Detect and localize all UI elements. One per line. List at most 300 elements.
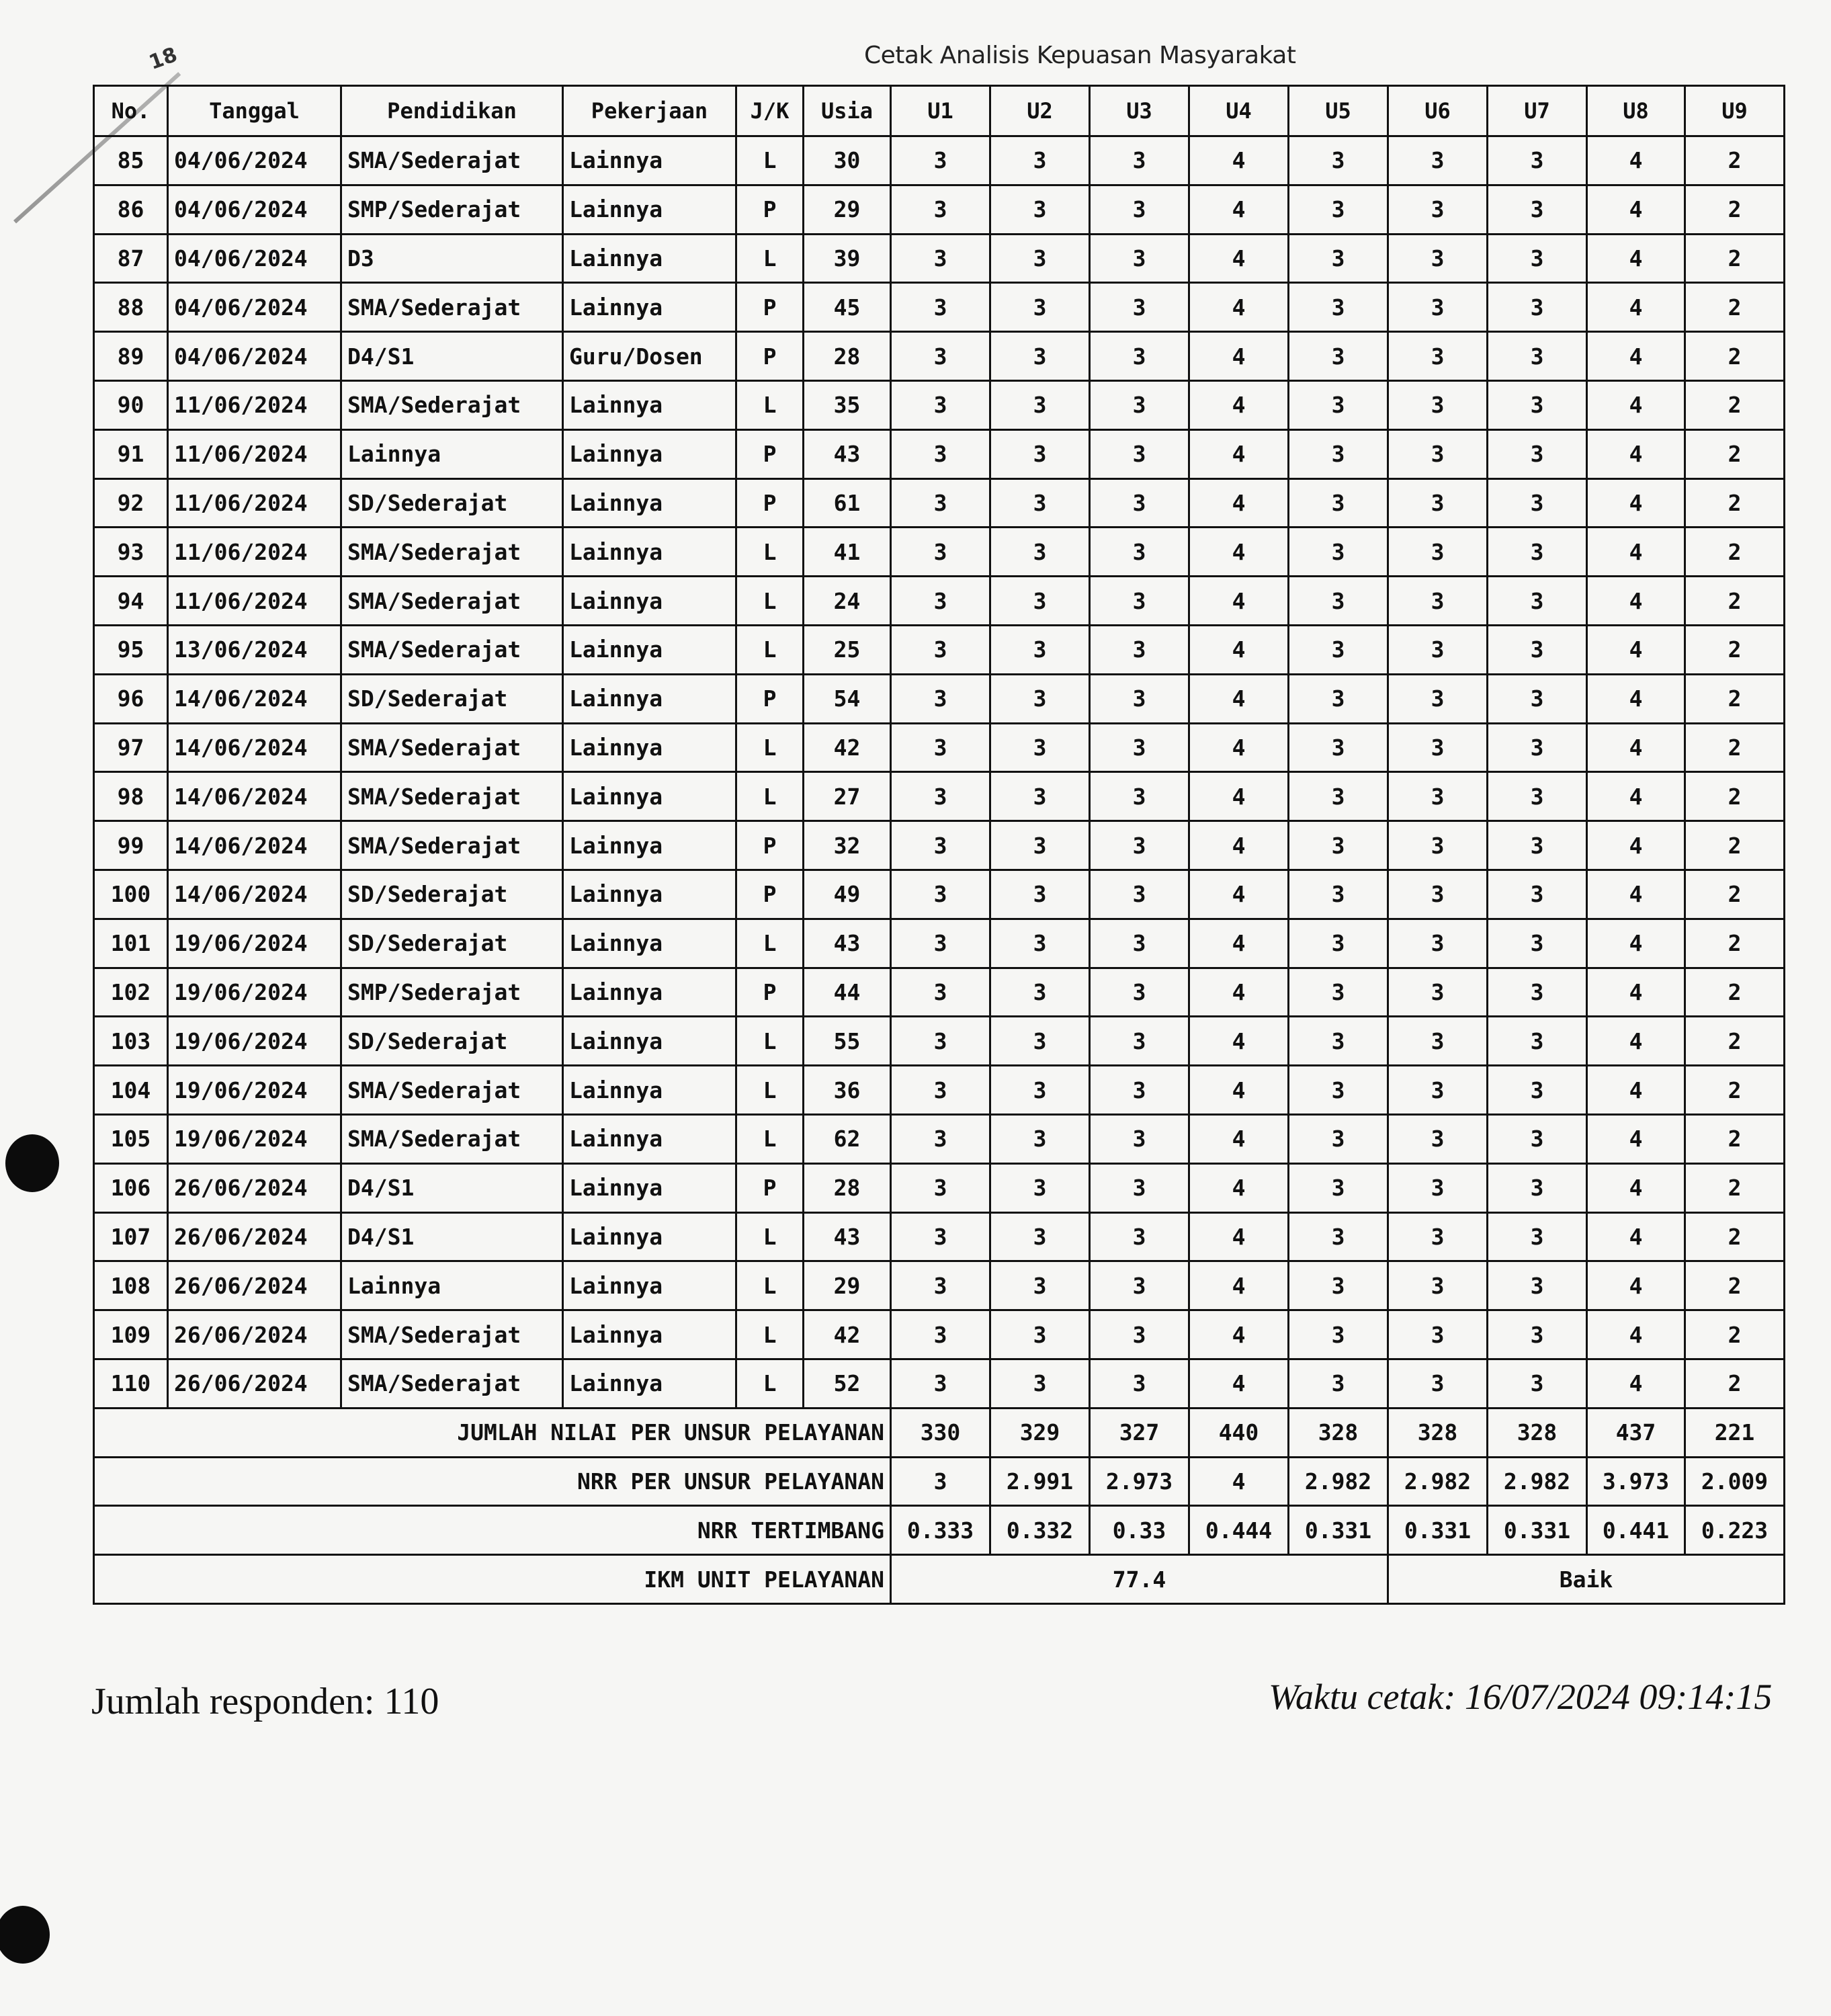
- cell-pekerjaan: Lainnya: [563, 968, 736, 1017]
- cell-u5: 3: [1289, 1114, 1388, 1163]
- cell-pekerjaan: Lainnya: [563, 870, 736, 919]
- cell-tanggal: 11/06/2024: [168, 577, 341, 626]
- cell-u6: 3: [1388, 136, 1488, 185]
- cell-no: 99: [94, 821, 168, 870]
- cell-u9: 2: [1685, 1310, 1785, 1359]
- cell-u6: 3: [1388, 772, 1488, 821]
- table-row: [94, 577, 1785, 626]
- summary-label: NRR PER UNSUR PELAYANAN: [94, 1457, 891, 1506]
- cell-u3: 3: [1090, 332, 1189, 381]
- cell-usia: 44: [804, 968, 891, 1017]
- cell-u9: 2: [1685, 577, 1785, 626]
- summary-row-jumlah: [94, 1408, 1785, 1457]
- cell-u4: 4: [1189, 968, 1289, 1017]
- cell-u5: 3: [1289, 772, 1388, 821]
- cell-u2: 3: [990, 1310, 1090, 1359]
- cell-u7: 3: [1488, 1212, 1587, 1261]
- cell-u3: 3: [1090, 1163, 1189, 1212]
- cell-u9: 2: [1685, 185, 1785, 234]
- cell-u6: 3: [1388, 1310, 1488, 1359]
- cell-u9: 2: [1685, 1359, 1785, 1408]
- summary-value: 329: [990, 1408, 1090, 1457]
- cell-u1: 3: [891, 185, 990, 234]
- table-row: [94, 723, 1785, 772]
- cell-no: 86: [94, 185, 168, 234]
- summary-row-nrr-tertimbang: [94, 1506, 1785, 1555]
- cell-tanggal: 26/06/2024: [168, 1310, 341, 1359]
- cell-u2: 3: [990, 577, 1090, 626]
- cell-u7: 3: [1488, 625, 1587, 674]
- cell-no: 104: [94, 1066, 168, 1115]
- summary-value: 0.33: [1090, 1506, 1189, 1555]
- cell-u5: 3: [1289, 968, 1388, 1017]
- summary-value: 0.331: [1488, 1506, 1587, 1555]
- col-header-u2: U2: [990, 86, 1090, 136]
- table-row: [94, 821, 1785, 870]
- cell-usia: 39: [804, 234, 891, 283]
- cell-tanggal: 13/06/2024: [168, 625, 341, 674]
- cell-u3: 3: [1090, 968, 1189, 1017]
- cell-u4: 4: [1189, 136, 1289, 185]
- cell-u1: 3: [891, 1212, 990, 1261]
- cell-jk: L: [736, 234, 804, 283]
- punch-hole: [5, 1134, 59, 1192]
- table-row: [94, 1114, 1785, 1163]
- cell-u4: 4: [1189, 1114, 1289, 1163]
- cell-u8: 4: [1587, 1066, 1685, 1115]
- cell-u3: 3: [1090, 870, 1189, 919]
- table-row: [94, 968, 1785, 1017]
- cell-u3: 3: [1090, 1310, 1189, 1359]
- table-row: [94, 1359, 1785, 1408]
- cell-pekerjaan: Lainnya: [563, 380, 736, 429]
- cell-u6: 3: [1388, 919, 1488, 968]
- cell-pekerjaan: Lainnya: [563, 478, 736, 528]
- table-row: [94, 528, 1785, 577]
- cell-u3: 3: [1090, 625, 1189, 674]
- cell-u6: 3: [1388, 577, 1488, 626]
- cell-u8: 4: [1587, 723, 1685, 772]
- cell-u7: 3: [1488, 674, 1587, 723]
- cell-tanggal: 19/06/2024: [168, 1066, 341, 1115]
- cell-pendidikan: SMA/Sederajat: [341, 380, 563, 429]
- col-header-u9: U9: [1685, 86, 1785, 136]
- cell-u5: 3: [1289, 1163, 1388, 1212]
- cell-pendidikan: D4/S1: [341, 332, 563, 381]
- cell-u3: 3: [1090, 380, 1189, 429]
- cell-no: 88: [94, 283, 168, 332]
- col-header-usia: Usia: [804, 86, 891, 136]
- cell-u1: 3: [891, 380, 990, 429]
- cell-u2: 3: [990, 1066, 1090, 1115]
- cell-u7: 3: [1488, 1261, 1587, 1310]
- cell-usia: 25: [804, 625, 891, 674]
- table-row: [94, 1066, 1785, 1115]
- cell-usia: 41: [804, 528, 891, 577]
- cell-u5: 3: [1289, 821, 1388, 870]
- cell-u6: 3: [1388, 429, 1488, 478]
- cell-u8: 4: [1587, 1310, 1685, 1359]
- cell-pendidikan: SMA/Sederajat: [341, 577, 563, 626]
- cell-usia: 24: [804, 577, 891, 626]
- cell-no: 91: [94, 429, 168, 478]
- cell-u4: 4: [1189, 625, 1289, 674]
- cell-u2: 3: [990, 821, 1090, 870]
- page-number: 18: [146, 42, 181, 75]
- cell-u5: 3: [1289, 1212, 1388, 1261]
- cell-u8: 4: [1587, 674, 1685, 723]
- cell-u2: 3: [990, 1017, 1090, 1066]
- cell-usia: 45: [804, 283, 891, 332]
- cell-jk: L: [736, 380, 804, 429]
- cell-tanggal: 14/06/2024: [168, 870, 341, 919]
- cell-no: 87: [94, 234, 168, 283]
- col-header-jk: J/K: [736, 86, 804, 136]
- cell-u3: 3: [1090, 723, 1189, 772]
- cell-tanggal: 04/06/2024: [168, 185, 341, 234]
- cell-u5: 3: [1289, 478, 1388, 528]
- cell-usia: 55: [804, 1017, 891, 1066]
- cell-u5: 3: [1289, 185, 1388, 234]
- summary-value: 2.009: [1685, 1457, 1785, 1506]
- cell-u3: 3: [1090, 674, 1189, 723]
- cell-u5: 3: [1289, 136, 1388, 185]
- cell-u8: 4: [1587, 1261, 1685, 1310]
- cell-tanggal: 14/06/2024: [168, 772, 341, 821]
- cell-u4: 4: [1189, 478, 1289, 528]
- col-header-u1: U1: [891, 86, 990, 136]
- cell-jk: L: [736, 919, 804, 968]
- cell-u6: 3: [1388, 723, 1488, 772]
- cell-no: 98: [94, 772, 168, 821]
- cell-u5: 3: [1289, 1310, 1388, 1359]
- cell-usia: 52: [804, 1359, 891, 1408]
- cell-usia: 28: [804, 1163, 891, 1212]
- cell-no: 93: [94, 528, 168, 577]
- summary-value: 0.333: [891, 1506, 990, 1555]
- cell-u6: 3: [1388, 528, 1488, 577]
- cell-pekerjaan: Lainnya: [563, 1114, 736, 1163]
- cell-usia: 43: [804, 919, 891, 968]
- cell-u2: 3: [990, 870, 1090, 919]
- summary-value: 328: [1488, 1408, 1587, 1457]
- cell-jk: L: [736, 723, 804, 772]
- cell-u8: 4: [1587, 968, 1685, 1017]
- cell-no: 101: [94, 919, 168, 968]
- cell-jk: P: [736, 429, 804, 478]
- cell-pekerjaan: Lainnya: [563, 429, 736, 478]
- header-row: [94, 86, 1785, 136]
- cell-jk: P: [736, 968, 804, 1017]
- cell-u1: 3: [891, 919, 990, 968]
- cell-u3: 3: [1090, 136, 1189, 185]
- table-row: [94, 1212, 1785, 1261]
- cell-u2: 3: [990, 136, 1090, 185]
- cell-no: 107: [94, 1212, 168, 1261]
- cell-u8: 4: [1587, 136, 1685, 185]
- cell-u6: 3: [1388, 283, 1488, 332]
- cell-u4: 4: [1189, 821, 1289, 870]
- cell-u4: 4: [1189, 1066, 1289, 1115]
- cell-u8: 4: [1587, 332, 1685, 381]
- cell-tanggal: 04/06/2024: [168, 136, 341, 185]
- table-row: [94, 136, 1785, 185]
- summary-value: 0.331: [1388, 1506, 1488, 1555]
- cell-u3: 3: [1090, 283, 1189, 332]
- cell-u5: 3: [1289, 674, 1388, 723]
- cell-pendidikan: D4/S1: [341, 1212, 563, 1261]
- cell-usia: 32: [804, 821, 891, 870]
- summary-value: 2.973: [1090, 1457, 1189, 1506]
- table-row: [94, 478, 1785, 528]
- cell-pekerjaan: Lainnya: [563, 1017, 736, 1066]
- cell-u8: 4: [1587, 528, 1685, 577]
- cell-usia: 27: [804, 772, 891, 821]
- cell-jk: L: [736, 1212, 804, 1261]
- cell-tanggal: 04/06/2024: [168, 283, 341, 332]
- cell-u7: 3: [1488, 380, 1587, 429]
- cell-u6: 3: [1388, 1212, 1488, 1261]
- cell-u8: 4: [1587, 283, 1685, 332]
- cell-tanggal: 11/06/2024: [168, 429, 341, 478]
- cell-jk: P: [736, 185, 804, 234]
- col-header-no: No.: [94, 86, 168, 136]
- cell-u7: 3: [1488, 577, 1587, 626]
- table-row: [94, 870, 1785, 919]
- cell-pekerjaan: Lainnya: [563, 674, 736, 723]
- cell-u5: 3: [1289, 1261, 1388, 1310]
- ikm-value: 77.4: [891, 1555, 1388, 1604]
- cell-tanggal: 19/06/2024: [168, 1017, 341, 1066]
- cell-u9: 2: [1685, 821, 1785, 870]
- cell-no: 90: [94, 380, 168, 429]
- cell-u2: 3: [990, 1359, 1090, 1408]
- cell-pendidikan: SMP/Sederajat: [341, 968, 563, 1017]
- table-row: [94, 1017, 1785, 1066]
- cell-u3: 3: [1090, 577, 1189, 626]
- cell-u1: 3: [891, 577, 990, 626]
- cell-u1: 3: [891, 332, 990, 381]
- cell-pendidikan: SMA/Sederajat: [341, 136, 563, 185]
- table-row: [94, 283, 1785, 332]
- col-header-u6: U6: [1388, 86, 1488, 136]
- cell-u1: 3: [891, 136, 990, 185]
- cell-pekerjaan: Lainnya: [563, 577, 736, 626]
- cell-u8: 4: [1587, 478, 1685, 528]
- cell-jk: P: [736, 674, 804, 723]
- summary-value: 3.973: [1587, 1457, 1685, 1506]
- cell-u4: 4: [1189, 919, 1289, 968]
- cell-u8: 4: [1587, 429, 1685, 478]
- cell-usia: 62: [804, 1114, 891, 1163]
- respondent-count: Jumlah responden: 110: [91, 1681, 439, 1722]
- cell-jk: L: [736, 1359, 804, 1408]
- cell-u3: 3: [1090, 1066, 1189, 1115]
- cell-jk: L: [736, 625, 804, 674]
- cell-jk: L: [736, 1017, 804, 1066]
- cell-u4: 4: [1189, 1310, 1289, 1359]
- cell-u6: 3: [1388, 234, 1488, 283]
- cell-u2: 3: [990, 380, 1090, 429]
- cell-usia: 43: [804, 429, 891, 478]
- cell-u3: 3: [1090, 919, 1189, 968]
- cell-u1: 3: [891, 625, 990, 674]
- cell-u7: 3: [1488, 772, 1587, 821]
- cell-jk: L: [736, 577, 804, 626]
- cell-u1: 3: [891, 1017, 990, 1066]
- cell-u6: 3: [1388, 380, 1488, 429]
- cell-u9: 2: [1685, 380, 1785, 429]
- cell-u5: 3: [1289, 723, 1388, 772]
- cell-u9: 2: [1685, 1066, 1785, 1115]
- cell-u9: 2: [1685, 625, 1785, 674]
- summary-value: 221: [1685, 1408, 1785, 1457]
- cell-u8: 4: [1587, 1017, 1685, 1066]
- cell-no: 89: [94, 332, 168, 381]
- cell-pekerjaan: Lainnya: [563, 1163, 736, 1212]
- cell-u9: 2: [1685, 772, 1785, 821]
- cell-u7: 3: [1488, 429, 1587, 478]
- cell-u4: 4: [1189, 185, 1289, 234]
- cell-pekerjaan: Lainnya: [563, 1310, 736, 1359]
- cell-u6: 3: [1388, 1163, 1488, 1212]
- cell-pendidikan: SMA/Sederajat: [341, 283, 563, 332]
- cell-u3: 3: [1090, 234, 1189, 283]
- summary-value: 328: [1388, 1408, 1488, 1457]
- cell-u6: 3: [1388, 332, 1488, 381]
- cell-u8: 4: [1587, 380, 1685, 429]
- cell-u1: 3: [891, 1359, 990, 1408]
- cell-u2: 3: [990, 234, 1090, 283]
- cell-u3: 3: [1090, 1114, 1189, 1163]
- cell-u8: 4: [1587, 185, 1685, 234]
- col-header-tanggal: Tanggal: [168, 86, 341, 136]
- cell-u4: 4: [1189, 1359, 1289, 1408]
- cell-tanggal: 14/06/2024: [168, 674, 341, 723]
- summary-value: 0.441: [1587, 1506, 1685, 1555]
- cell-jk: L: [736, 136, 804, 185]
- cell-no: 94: [94, 577, 168, 626]
- cell-no: 85: [94, 136, 168, 185]
- cell-pendidikan: SMA/Sederajat: [341, 625, 563, 674]
- cell-u8: 4: [1587, 1212, 1685, 1261]
- cell-u7: 3: [1488, 1017, 1587, 1066]
- cell-u3: 3: [1090, 821, 1189, 870]
- summary-value: 0.223: [1685, 1506, 1785, 1555]
- cell-tanggal: 19/06/2024: [168, 968, 341, 1017]
- table-row: [94, 919, 1785, 968]
- table-body: [94, 136, 1785, 1409]
- col-header-u8: U8: [1587, 86, 1685, 136]
- cell-usia: 61: [804, 478, 891, 528]
- cell-u8: 4: [1587, 1114, 1685, 1163]
- cell-pekerjaan: Lainnya: [563, 821, 736, 870]
- print-time: Waktu cetak: 16/07/2024 09:14:15: [1269, 1677, 1773, 1717]
- cell-u4: 4: [1189, 1017, 1289, 1066]
- cell-jk: L: [736, 528, 804, 577]
- cell-pendidikan: D3: [341, 234, 563, 283]
- summary-value: 0.444: [1189, 1506, 1289, 1555]
- cell-u2: 3: [990, 332, 1090, 381]
- cell-pendidikan: SMA/Sederajat: [341, 772, 563, 821]
- cell-u7: 3: [1488, 919, 1587, 968]
- cell-u7: 3: [1488, 283, 1587, 332]
- cell-pendidikan: SD/Sederajat: [341, 674, 563, 723]
- summary-value: 327: [1090, 1408, 1189, 1457]
- cell-u7: 3: [1488, 968, 1587, 1017]
- cell-u4: 4: [1189, 234, 1289, 283]
- cell-tanggal: 11/06/2024: [168, 380, 341, 429]
- cell-u6: 3: [1388, 1017, 1488, 1066]
- table-row: [94, 332, 1785, 381]
- cell-u2: 3: [990, 919, 1090, 968]
- cell-usia: 36: [804, 1066, 891, 1115]
- cell-usia: 49: [804, 870, 891, 919]
- table-row: [94, 674, 1785, 723]
- cell-u2: 3: [990, 478, 1090, 528]
- summary-value: 437: [1587, 1408, 1685, 1457]
- cell-pekerjaan: Lainnya: [563, 625, 736, 674]
- cell-u5: 3: [1289, 332, 1388, 381]
- cell-u4: 4: [1189, 772, 1289, 821]
- cell-pekerjaan: Lainnya: [563, 528, 736, 577]
- cell-u8: 4: [1587, 772, 1685, 821]
- ikm-label: IKM UNIT PELAYANAN: [94, 1555, 891, 1604]
- cell-u1: 3: [891, 1114, 990, 1163]
- summary-value: 328: [1289, 1408, 1388, 1457]
- cell-u6: 3: [1388, 821, 1488, 870]
- cell-tanggal: 26/06/2024: [168, 1163, 341, 1212]
- table-row: [94, 1310, 1785, 1359]
- cell-u5: 3: [1289, 528, 1388, 577]
- cell-u9: 2: [1685, 723, 1785, 772]
- cell-pekerjaan: Lainnya: [563, 1359, 736, 1408]
- cell-pekerjaan: Lainnya: [563, 283, 736, 332]
- cell-u4: 4: [1189, 674, 1289, 723]
- cell-u4: 4: [1189, 577, 1289, 626]
- summary-label: JUMLAH NILAI PER UNSUR PELAYANAN: [94, 1408, 891, 1457]
- cell-u7: 3: [1488, 1163, 1587, 1212]
- cell-u6: 3: [1388, 1114, 1488, 1163]
- cell-u2: 3: [990, 625, 1090, 674]
- cell-u4: 4: [1189, 429, 1289, 478]
- cell-u5: 3: [1289, 870, 1388, 919]
- cell-u9: 2: [1685, 1017, 1785, 1066]
- cell-u7: 3: [1488, 1359, 1587, 1408]
- cell-no: 95: [94, 625, 168, 674]
- cell-u7: 3: [1488, 332, 1587, 381]
- cell-u4: 4: [1189, 380, 1289, 429]
- cell-usia: 42: [804, 1310, 891, 1359]
- cell-u6: 3: [1388, 968, 1488, 1017]
- cell-tanggal: 26/06/2024: [168, 1212, 341, 1261]
- cell-jk: P: [736, 332, 804, 381]
- cell-u1: 3: [891, 821, 990, 870]
- cell-u1: 3: [891, 870, 990, 919]
- cell-u1: 3: [891, 674, 990, 723]
- summary-value: 3: [891, 1457, 990, 1506]
- cell-jk: P: [736, 821, 804, 870]
- cell-u2: 3: [990, 674, 1090, 723]
- cell-u8: 4: [1587, 870, 1685, 919]
- cell-pekerjaan: Lainnya: [563, 185, 736, 234]
- cell-u7: 3: [1488, 1310, 1587, 1359]
- cell-pendidikan: SD/Sederajat: [341, 1017, 563, 1066]
- cell-pekerjaan: Lainnya: [563, 136, 736, 185]
- cell-u7: 3: [1488, 870, 1587, 919]
- cell-u7: 3: [1488, 1066, 1587, 1115]
- cell-no: 96: [94, 674, 168, 723]
